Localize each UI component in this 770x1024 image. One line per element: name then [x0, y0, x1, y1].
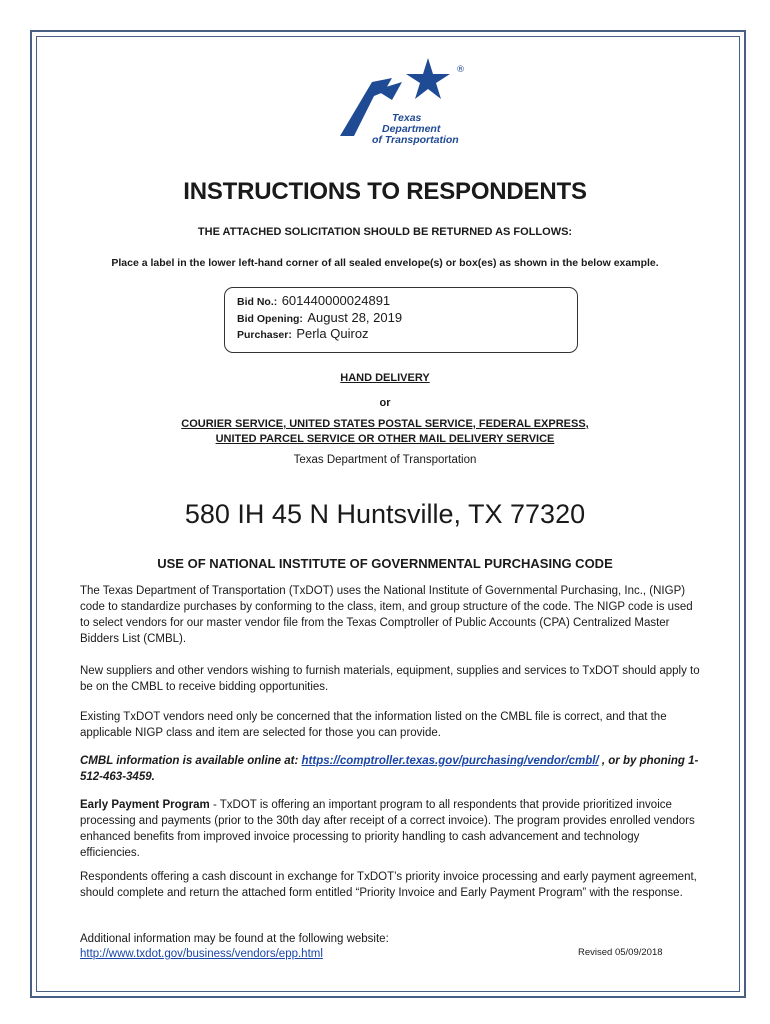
logo-text-transportation: of Transportation	[372, 134, 459, 146]
early-payment-text: - TxDOT is offering an important program to all respondents that provide prioritized invoice processing and payments (prior to the 30th day after receipt of a correct invoice). The program provides enrolled vendors enhanced benefits from improved invoice processing to priority handling to cash advancement and technology efficiencies.	[80, 799, 695, 859]
or-text: or	[379, 397, 391, 409]
bid-no-key: Bid No.:	[237, 296, 278, 308]
logo-text-department: Department	[382, 123, 441, 135]
nigp-heading: USE OF NATIONAL INSTITUTE OF GOVERNMENTAL PURCHASING CODE	[157, 556, 613, 571]
page-subtitle: THE ATTACHED SOLICITATION SHOULD BE RETURNED AS FOLLOWS:	[197, 226, 573, 238]
epp-website-link[interactable]: http://www.txdot.gov/business/vendors/epp.html	[80, 948, 323, 960]
nigp-paragraph-2: New suppliers and other vendors wishing to furnish materials, equipment, supplies and services to TxDOT should apply to be on the CMBL to receive bidding opportunities.	[80, 665, 700, 693]
hand-delivery-heading: HAND DELIVERY	[340, 372, 430, 384]
bid-opening-key: Bid Opening:	[237, 313, 303, 325]
nigp-paragraph-3: Existing TxDOT vendors need only be concerned that the information listed on the CMBL file is correct, and that the applicable NIGP class and item are selected for those you can provide.	[80, 711, 667, 739]
cash-discount-paragraph: Respondents offering a cash discount in exchange for TxDOT’s priority invoice processing and early payment agreement, should complete and return the attached form entitled “Priority Invoice and Early Payment Program” with the response.	[80, 871, 697, 899]
cmbl-suffix: , or by phoning 1-512-463-3459.	[80, 755, 699, 783]
bid-no-value: 601440000024891	[281, 293, 391, 308]
delivery-address: 580 IH 45 N Huntsville, TX 77320	[184, 499, 586, 529]
bid-opening-value: August 28, 2019	[307, 310, 403, 325]
revised-date: Revised 05/09/2018	[578, 947, 663, 958]
cmbl-prefix: CMBL information is available online at:	[80, 755, 302, 767]
page-title: INSTRUCTIONS TO RESPONDENTS	[183, 178, 587, 205]
early-payment-paragraph	[80, 797, 702, 861]
txdot-logo	[332, 50, 472, 150]
cmbl-info	[80, 753, 702, 785]
courier-line-2: UNITED PARCEL SERVICE OR OTHER MAIL DELIVERY SERVICE	[215, 433, 555, 445]
additional-info-text: Additional information may be found at the following website:	[80, 933, 389, 945]
cmbl-link[interactable]: https://comptroller.texas.gov/purchasing/vendor/cmbl/	[301, 755, 599, 767]
nigp-paragraph-1: The Texas Department of Transportation (TxDOT) uses the National Institute of Governmental Purchasing, Inc., (NIGP) code to standardize purchases by conforming to the class, item, and group structure of the code. The NIGP code is used to select vendors for our master vendor file from the Texas Comptroller of Public Accounts (CPA) Centralized Master Bidders List (CMBL).	[80, 585, 693, 645]
purchaser-key: Purchaser:	[237, 329, 292, 341]
logo-text-texas: Texas	[392, 112, 422, 124]
agency-name: Texas Department of Transportation	[293, 454, 477, 466]
registered-mark: ®	[456, 65, 465, 75]
bid-no-row	[237, 292, 390, 310]
txdot-star-logo-icon	[332, 50, 472, 150]
purchaser-row	[237, 325, 369, 343]
purchaser-value: Perla Quiroz	[296, 326, 369, 341]
label-instruction: Place a label in the lower left-hand corner of all sealed envelope(s) or box(es) as shown in the below example.	[111, 257, 659, 269]
courier-line-1: COURIER SERVICE, UNITED STATES POSTAL SERVICE, FEDERAL EXPRESS,	[181, 418, 589, 430]
bid-label-example	[224, 287, 578, 353]
early-payment-label: Early Payment Program	[80, 799, 210, 811]
